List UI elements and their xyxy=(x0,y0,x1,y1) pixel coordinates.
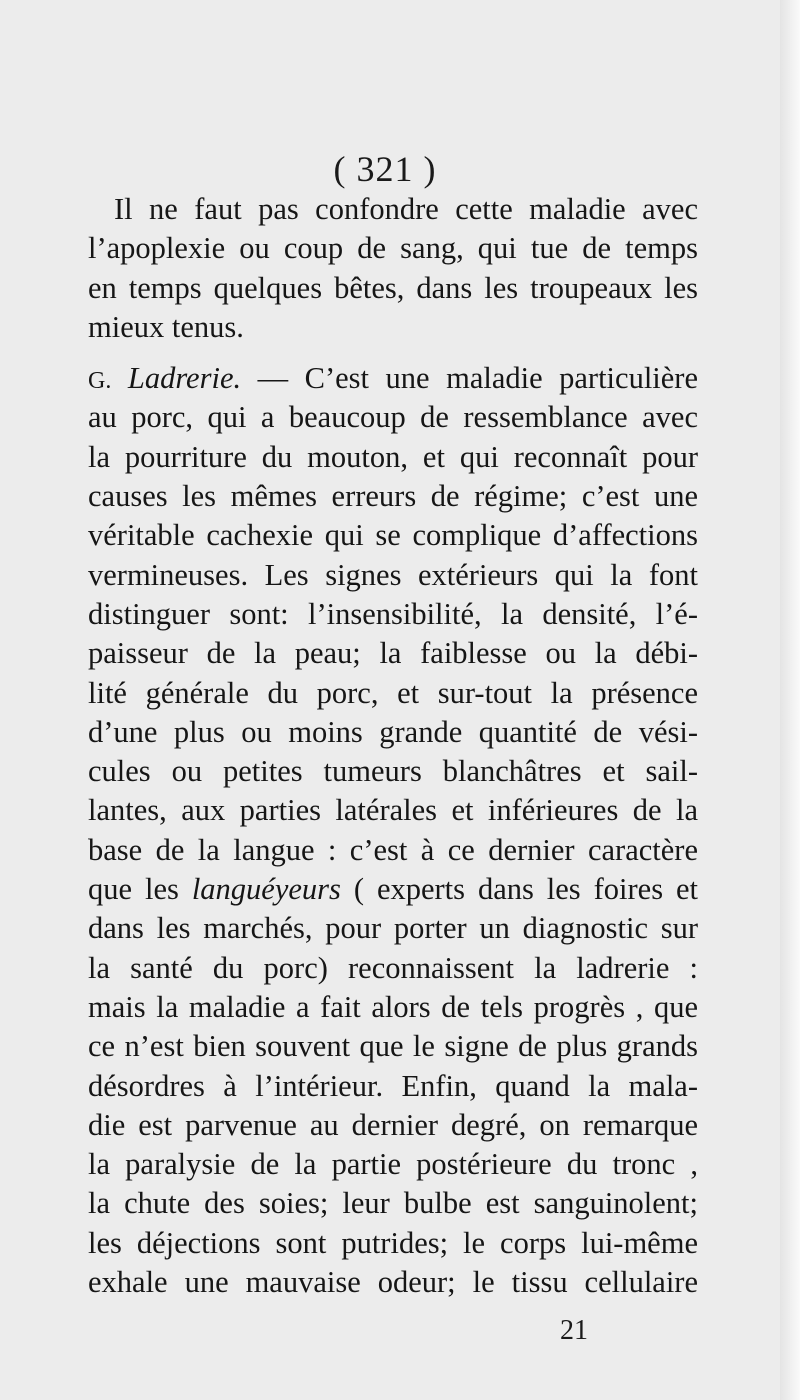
text-line: vermineuses. Les signes extérieurs qui la font xyxy=(88,557,698,592)
text-line: paisseur de la peau; la faiblesse ou la débi- xyxy=(88,636,698,671)
paragraph-apoplexie xyxy=(88,190,698,347)
text-line: base de la langue : c’est à ce dernier caractère xyxy=(88,832,698,867)
text-line: lité générale du porc, et sur-tout la présence xyxy=(88,675,698,710)
text-line: l’apoplexie ou coup de sang, qui tue de temps xyxy=(88,231,698,266)
text-line: die est parvenue au dernier degré, on remarque xyxy=(88,1107,698,1142)
text-line: la paralysie de la partie postérieure du tronc , xyxy=(88,1147,698,1182)
text-line: distinguer sont: l’insensibilité, la densité, l’é- xyxy=(88,596,698,631)
italic-term: languéyeurs xyxy=(191,872,341,907)
text-line: ce n’est bien souvent que le signe de plus grands xyxy=(88,1029,698,1064)
text-line: mais la maladie a fait alors de tels progrès , que xyxy=(88,989,698,1024)
body-text xyxy=(88,190,698,1302)
text-fragment: ( experts dans les foires et xyxy=(353,872,699,907)
text-line: dans les marchés, pour porter un diagnostic sur xyxy=(88,911,698,946)
text-line: la santé du porc) reconnaissent la ladrerie : xyxy=(88,950,698,985)
text-line: désordres à l’intérieur. Enfin, quand la mala- xyxy=(88,1068,698,1103)
text-line: lantes, aux parties latérales et inférieures de la xyxy=(88,793,698,828)
paragraph-gap xyxy=(88,347,698,359)
text-line xyxy=(88,359,698,398)
text-line: véritable cachexie qui se complique d’affections xyxy=(88,518,698,553)
text-line: la chute des soies; leur bulbe est sanguinolent; xyxy=(88,1186,698,1221)
text-fragment: que les xyxy=(88,872,179,907)
text-fragment: — C’est une maladie particulière xyxy=(257,361,698,396)
text-line: Il ne faut pas confondre cette maladie avec xyxy=(114,192,698,226)
paragraph-ladrerie xyxy=(88,359,698,1302)
text-line: mieux tenus. xyxy=(88,309,244,344)
section-letter: G. xyxy=(88,368,112,395)
page-number: ( 321 ) xyxy=(333,149,437,189)
text-line: la pourriture du mouton, et qui reconnaît pour xyxy=(88,439,698,474)
text-line: d’une plus ou moins grande quantité de vési- xyxy=(88,714,698,749)
text-line: en temps quelques bêtes, dans les troupeaux les xyxy=(88,270,698,305)
signature-mark: 21 xyxy=(560,1315,588,1346)
text-line xyxy=(88,870,698,909)
section-title: Ladrerie. xyxy=(127,361,242,396)
text-line: causes les mêmes erreurs de régime; c’est une xyxy=(88,479,698,514)
page-edge-shadow xyxy=(780,0,800,1400)
text-line: les déjections sont putrides; le corps lui-même xyxy=(88,1225,698,1260)
text-line: exhale une mauvaise odeur; le tissu cellulaire xyxy=(88,1265,698,1300)
text-line: cules ou petites tumeurs blanchâtres et sail- xyxy=(88,754,698,789)
text-line: au porc, qui a beaucoup de ressemblance avec xyxy=(88,400,698,435)
